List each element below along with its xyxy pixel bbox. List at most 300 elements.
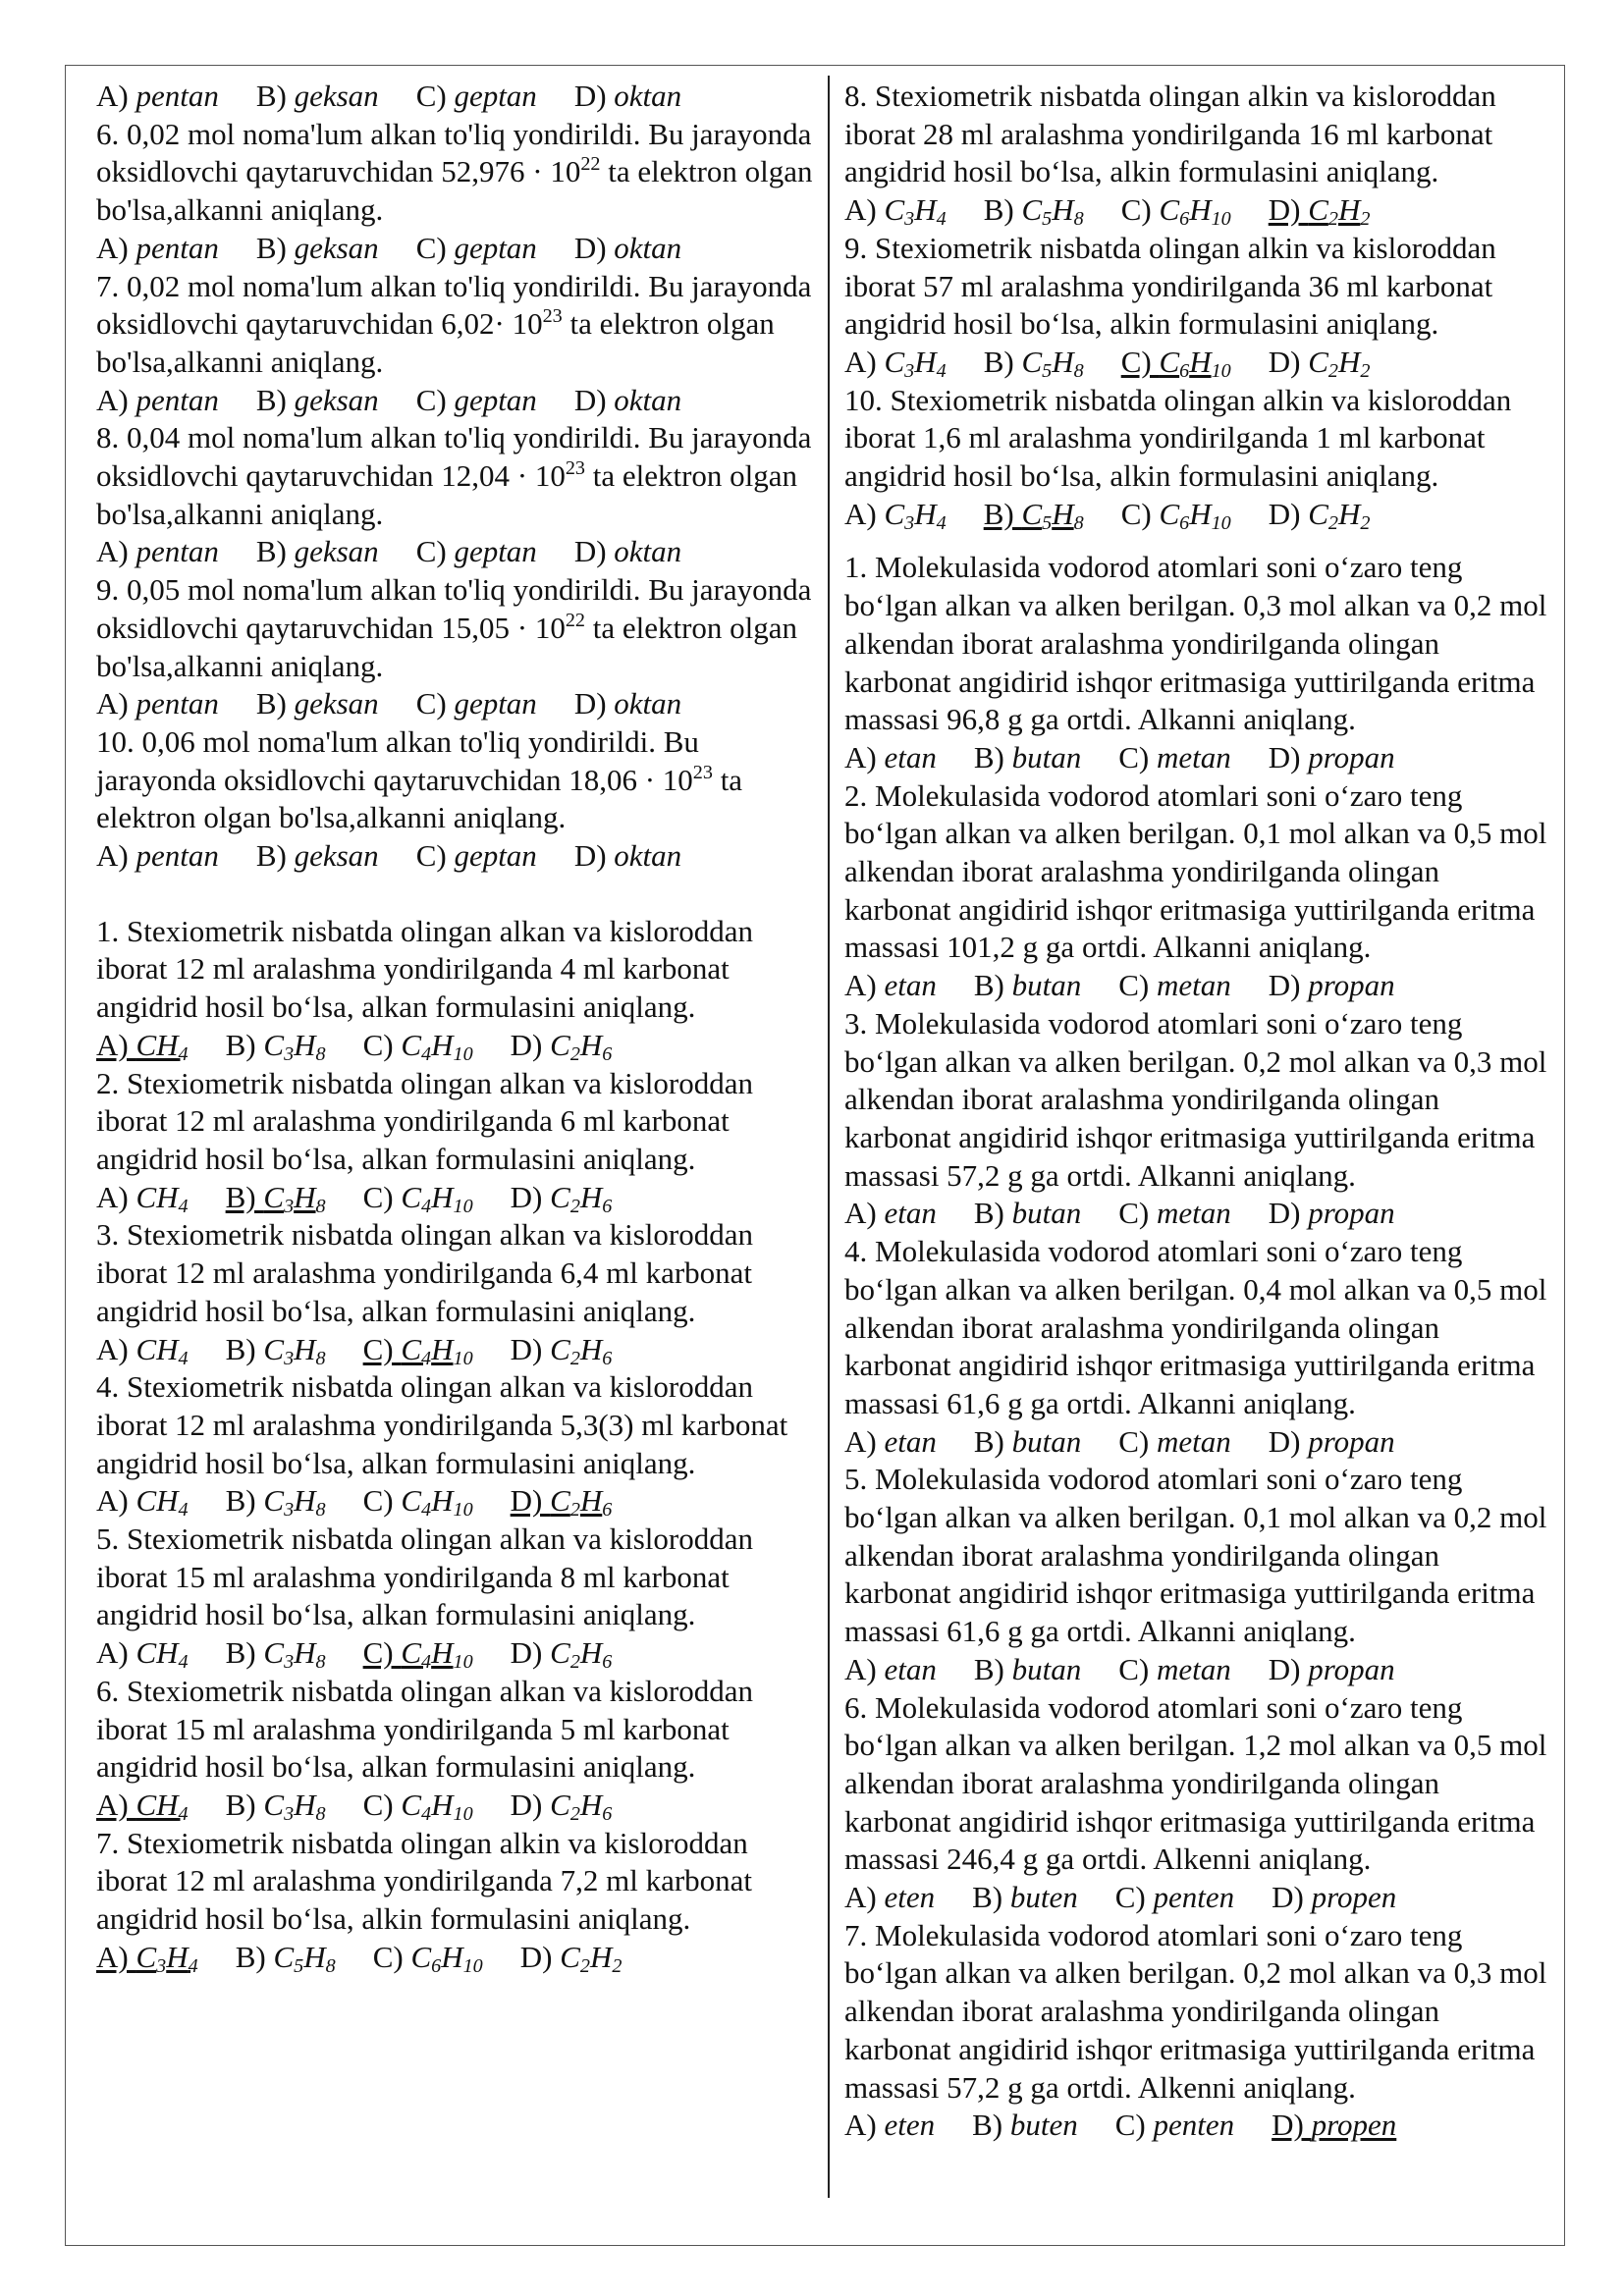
- formula-subscript: 6: [1179, 208, 1190, 231]
- option-value: [410, 1939, 483, 1977]
- answer-option: [984, 496, 1084, 534]
- answer-option: [96, 78, 219, 116]
- option-value: [401, 1635, 473, 1674]
- answer-option: [363, 1179, 473, 1217]
- formula-subscript: 3: [284, 1651, 295, 1674]
- formula-part: oktan: [614, 686, 682, 721]
- formula-subscript: 2: [1360, 359, 1371, 382]
- formula-subscript: 3: [904, 511, 915, 534]
- answer-option: [511, 1634, 613, 1673]
- formula-subscript: 3: [284, 1195, 295, 1217]
- option-value: [1312, 1880, 1397, 1914]
- exponent: 22: [580, 153, 601, 176]
- formula-part: geptan: [454, 534, 537, 569]
- formula-part: geptan: [454, 230, 537, 265]
- formula-part: geptan: [454, 79, 537, 113]
- option-letter: C): [1118, 1423, 1157, 1459]
- formula-part: C: [550, 1787, 570, 1822]
- answer-option: [96, 685, 219, 723]
- formula-subscript: 4: [421, 1195, 432, 1217]
- answer-option: [1272, 2107, 1396, 2145]
- formula-part: CH: [135, 1635, 179, 1671]
- option-value: [263, 1179, 326, 1217]
- question-text-part: 7. 0,02 mol noma'lum alkan to'liq yondirildi. Bu jarayonda oksidlovchi qaytaruvchidan 6,02· 10: [96, 268, 812, 342]
- question-text: [96, 723, 823, 837]
- formula-part: metan: [1156, 1196, 1231, 1231]
- formula-subscript: 2: [612, 1954, 623, 1977]
- formula-subscript: 4: [178, 1195, 189, 1217]
- option-value: [884, 1196, 936, 1230]
- formula-subscript: 6: [1179, 359, 1190, 382]
- formula-subscript: 2: [1360, 511, 1371, 534]
- option-value: [550, 1483, 613, 1522]
- option-letter: C): [415, 79, 455, 113]
- formula-part: propen: [1311, 2108, 1397, 2143]
- option-value: [614, 79, 681, 113]
- options-row: [844, 1423, 1553, 1462]
- answer-option: [96, 1027, 189, 1065]
- formula-subscript: 6: [1179, 511, 1190, 534]
- formula-part: C: [135, 1939, 157, 1974]
- formula-subscript: 10: [453, 1347, 473, 1369]
- answer-option: [574, 78, 681, 116]
- option-value: [263, 1331, 326, 1369]
- option-value: [614, 534, 681, 568]
- answer-option: [96, 230, 219, 268]
- answer-option: [416, 533, 537, 571]
- formula-part: propan: [1308, 1196, 1395, 1231]
- option-letter: B): [973, 1651, 1012, 1686]
- answer-option: [1269, 1423, 1395, 1462]
- question: [96, 571, 823, 723]
- formula-subscript: 2: [1327, 208, 1338, 231]
- question-text-part: ta elektron olgan bo'lsa,alkanni aniqlang.: [96, 306, 775, 379]
- option-letter: C): [1114, 2108, 1154, 2143]
- formula-subscript: 4: [178, 1499, 189, 1522]
- question: [96, 1673, 823, 1825]
- option-letter: B): [255, 838, 295, 874]
- option-value: [135, 1331, 189, 1369]
- formula-part: H: [294, 1027, 316, 1062]
- option-letter: D): [510, 1787, 551, 1822]
- formula-subscript: 4: [178, 1802, 189, 1825]
- answer-option: [1115, 1879, 1234, 1917]
- formula-subscript: 6: [602, 1651, 613, 1674]
- formula-subscript: 4: [936, 511, 947, 534]
- option-letter: C): [362, 1635, 402, 1671]
- formula-part: C: [263, 1179, 285, 1214]
- option-value: [1021, 344, 1084, 382]
- options-row: [96, 533, 823, 571]
- option-value: [135, 383, 218, 417]
- formula-part: geksan: [294, 79, 379, 113]
- question: [844, 1461, 1553, 1688]
- answer-option: [1269, 344, 1371, 382]
- formula-part: geksan: [294, 382, 379, 417]
- formula-part: H: [294, 1787, 316, 1822]
- formula-part: butan: [1011, 1196, 1082, 1231]
- formula-part: H: [294, 1179, 316, 1214]
- formula-subscript: 3: [904, 359, 915, 382]
- formula-subscript: 4: [936, 359, 947, 382]
- formula-part: etan: [884, 1651, 937, 1686]
- answer-option: [1269, 1195, 1395, 1233]
- formula-subscript: 6: [602, 1042, 613, 1065]
- formula-subscript: 3: [156, 1954, 167, 1977]
- question-text-part: 10. 0,06 mol noma'lum alkan to'liq yondirildi. Bu jarayonda oksidlovchi qaytaruvchidan 18,06 · 10: [96, 723, 699, 797]
- option-value: [1157, 968, 1231, 1002]
- option-value: [135, 1027, 189, 1065]
- question-text: 3. Molekulasida vodorod atomlari soni o‘zaro teng bo‘lgan alkan va alken berilgan. 0,2 mol alkan va 0,3 mol alkendan iborat aralashma yondirilganda olingan karbonat angidirid ishqor eritmasiga yuttirilganda eritma massasi 57,2 g ga ortdi. Alkanni aniqlang.: [844, 1005, 1547, 1193]
- question-text: 6. Stexiometrik nisbatda olingan alkan va kisloroddan iborat 15 ml aralashma yondirilganda 5 ml karbonat angidrid hosil bo‘lsa, alkan formulasini aniqlang.: [96, 1673, 753, 1785]
- question: [844, 382, 1553, 534]
- formula-part: C: [1308, 496, 1328, 531]
- formula-part: C: [1159, 496, 1180, 531]
- answer-option: [363, 1634, 473, 1673]
- answer-option: [226, 1331, 326, 1369]
- option-value: [1157, 1196, 1231, 1230]
- formula-part: geksan: [294, 686, 379, 721]
- options-row: [96, 1027, 823, 1065]
- answer-option: [844, 2107, 935, 2145]
- formula-part: H: [431, 1787, 454, 1822]
- option-letter: D): [510, 1331, 551, 1366]
- option-value: [295, 79, 379, 113]
- option-value: [1010, 1880, 1078, 1914]
- question: [96, 1216, 823, 1368]
- option-letter: D): [573, 79, 615, 113]
- option-letter: D): [510, 1027, 551, 1062]
- option-letter: C): [1114, 1880, 1154, 1915]
- option-value: [135, 1179, 189, 1217]
- formula-subscript: 3: [284, 1499, 295, 1522]
- formula-subscript: 10: [453, 1651, 473, 1674]
- answer-option: [416, 78, 537, 116]
- formula-subscript: 2: [569, 1802, 580, 1825]
- formula-part: C: [1021, 192, 1043, 228]
- answer-option: [574, 685, 681, 723]
- question: [96, 268, 823, 420]
- option-value: [1308, 968, 1394, 1002]
- option-letter: A): [844, 344, 885, 379]
- formula-subscript: 8: [1073, 208, 1084, 231]
- options-row: [844, 2107, 1553, 2145]
- option-letter: D): [510, 1635, 551, 1671]
- answer-option: [96, 1634, 189, 1673]
- option-value: [550, 1331, 613, 1369]
- formula-part: etan: [884, 968, 937, 1003]
- option-letter: D): [1268, 192, 1309, 228]
- formula-part: propen: [1311, 1880, 1397, 1915]
- formula-subscript: 2: [1327, 359, 1338, 382]
- formula-part: H: [914, 496, 937, 531]
- answer-option: [574, 230, 681, 268]
- formula-subscript: 2: [569, 1499, 580, 1522]
- answer-option: [844, 496, 947, 534]
- option-letter: D): [573, 686, 615, 721]
- option-letter: A): [96, 1331, 136, 1366]
- question: [844, 230, 1553, 382]
- question-text-part: ta elektron olgan bo'lsa,alkanni aniqlang.: [96, 458, 798, 531]
- formula-subscript: 2: [579, 1954, 590, 1977]
- option-value: [550, 1787, 613, 1825]
- answer-option: [363, 1482, 473, 1521]
- formula-part: oktan: [614, 534, 682, 569]
- option-value: [135, 838, 218, 873]
- formula-part: H: [1337, 496, 1361, 531]
- option-letter: D): [573, 838, 615, 874]
- option-letter: B): [225, 1635, 264, 1671]
- answer-option: [363, 1027, 473, 1065]
- formula-part: H: [579, 1787, 603, 1822]
- formula-part: pentan: [135, 230, 219, 265]
- formula-part: H: [166, 1939, 189, 1974]
- option-letter: D): [519, 1939, 561, 1974]
- option-letter: B): [235, 1939, 274, 1974]
- answer-option: [1121, 344, 1231, 382]
- formula-part: C: [550, 1027, 570, 1062]
- question: [96, 913, 823, 1065]
- answer-option: [416, 837, 537, 876]
- option-value: [884, 968, 936, 1002]
- option-letter: B): [973, 1196, 1012, 1231]
- formula-subscript: 2: [569, 1651, 580, 1674]
- option-letter: B): [983, 344, 1022, 379]
- formula-subscript: 8: [1073, 359, 1084, 382]
- question: [96, 1825, 823, 1977]
- question-text-part: 6. 0,02 mol noma'lum alkan to'liq yondirildi. Bu jarayonda oksidlovchi qaytaruvchidan 52,976 · 10: [96, 116, 812, 189]
- question-text: 7. Molekulasida vodorod atomlari soni o‘zaro teng bo‘lgan alkan va alken berilgan. 0,2 mol alkan va 0,3 mol alkendan iborat aralashma yondirilganda olingan karbonat angidirid ishqor eritmasiga yuttirilganda eritma massasi 57,2 g ga ortdi. Alkenni aniqlang.: [844, 1917, 1547, 2105]
- option-letter: D): [1268, 1196, 1309, 1231]
- answer-option: [256, 78, 379, 116]
- formula-part: C: [263, 1483, 285, 1519]
- formula-subscript: 10: [453, 1195, 473, 1217]
- question-text-part: ta elektron olgan bo'lsa,alkanni aniqlang.: [96, 610, 798, 683]
- formula-part: C: [550, 1179, 570, 1214]
- option-letter: A): [96, 1939, 136, 1974]
- question: [96, 1065, 823, 1217]
- formula-subscript: 2: [1360, 208, 1371, 231]
- formula-part: metan: [1156, 968, 1231, 1003]
- answer-option: [256, 837, 379, 876]
- option-letter: A): [844, 968, 885, 1003]
- formula-part: H: [579, 1179, 603, 1214]
- option-letter: A): [844, 1651, 885, 1686]
- option-letter: D): [510, 1483, 551, 1519]
- option-letter: C): [362, 1179, 402, 1214]
- formula-subscript: 3: [284, 1802, 295, 1825]
- option-letter: A): [96, 79, 136, 113]
- formula-part: buten: [1009, 1880, 1078, 1915]
- option-letter: A): [96, 1635, 136, 1671]
- option-letter: A): [96, 382, 136, 417]
- answer-option: [226, 1027, 326, 1065]
- formula-part: C: [263, 1331, 285, 1366]
- option-value: [263, 1787, 326, 1825]
- option-letter: C): [415, 230, 455, 265]
- option-letter: B): [225, 1483, 264, 1519]
- formula-part: H: [914, 192, 937, 228]
- option-value: [884, 2108, 935, 2142]
- answer-option: [236, 1939, 336, 1977]
- options-row: [96, 1939, 823, 1977]
- formula-part: H: [1189, 344, 1212, 379]
- answer-option: [520, 1939, 623, 1977]
- section-gap: [844, 533, 1553, 549]
- question: [844, 1689, 1553, 1917]
- option-letter: B): [225, 1331, 264, 1366]
- formula-subscript: 4: [188, 1954, 198, 1977]
- option-value: [295, 231, 379, 265]
- formula-part: CH: [135, 1483, 179, 1519]
- option-value: [1157, 1424, 1231, 1459]
- formula-subscript: 4: [936, 208, 947, 231]
- question: [844, 1233, 1553, 1461]
- question-text: 9. Stexiometrik nisbatda olingan alkin va kisloroddan iborat 57 ml aralashma yondirilganda 36 ml karbonat angidrid hosil bo‘lsa, alkin formulasini aniqlang.: [844, 230, 1496, 342]
- answer-option: [1118, 967, 1231, 1005]
- option-value: [884, 1424, 936, 1459]
- answer-option: [1269, 496, 1371, 534]
- options-row: [844, 1651, 1553, 1689]
- answer-option: [844, 344, 947, 382]
- answer-option: [256, 533, 379, 571]
- formula-part: H: [1052, 496, 1074, 531]
- option-letter: C): [362, 1027, 402, 1062]
- option-value: [1157, 740, 1231, 774]
- option-value: [454, 383, 536, 417]
- option-letter: C): [1118, 1196, 1157, 1231]
- formula-part: H: [1189, 192, 1212, 228]
- option-value: [454, 231, 536, 265]
- option-letter: A): [844, 192, 885, 228]
- formula-part: etan: [884, 739, 937, 774]
- question-text: 2. Molekulasida vodorod atomlari soni o‘zaro teng bo‘lgan alkan va alken berilgan. 0,1 mol alkan va 0,5 mol alkendan iborat aralashma yondirilganda olingan karbonat angidirid ishqor eritmasiga yuttirilganda eritma massasi 101,2 g ga ortdi. Alkanni aniqlang.: [844, 777, 1547, 965]
- formula-part: CH: [135, 1027, 179, 1062]
- option-value: [884, 496, 947, 534]
- option-value: [560, 1939, 623, 1977]
- option-letter: D): [1272, 1880, 1312, 1915]
- option-letter: D): [1268, 496, 1309, 531]
- formula-part: geptan: [454, 686, 537, 721]
- options-row: [96, 1179, 823, 1217]
- options-row: [96, 1482, 823, 1521]
- option-letter: C): [1118, 968, 1157, 1003]
- formula-subscript: 6: [602, 1802, 613, 1825]
- formula-part: H: [431, 1179, 454, 1214]
- option-value: [614, 686, 681, 721]
- answer-option: [974, 967, 1081, 1005]
- answer-option: [972, 1879, 1078, 1917]
- formula-part: C: [1308, 192, 1328, 228]
- options-row: [844, 344, 1553, 382]
- formula-part: CH: [135, 1787, 179, 1822]
- option-letter: B): [983, 496, 1022, 531]
- formula-subscript: 10: [453, 1802, 473, 1825]
- answer-option: [511, 1482, 613, 1521]
- formula-part: H: [1337, 192, 1361, 228]
- answer-option: [363, 1787, 473, 1825]
- option-value: [135, 1483, 189, 1522]
- option-value: [135, 1635, 189, 1674]
- option-value: [401, 1027, 473, 1065]
- formula-part: pentan: [135, 534, 219, 569]
- formula-part: H: [303, 1939, 326, 1974]
- formula-part: C: [410, 1939, 432, 1974]
- options-row: [96, 685, 823, 723]
- option-value: [135, 534, 218, 568]
- option-value: [1312, 2108, 1397, 2142]
- formula-part: pentan: [135, 838, 219, 874]
- option-letter: C): [1118, 739, 1157, 774]
- formula-part: H: [579, 1483, 603, 1519]
- answer-option: [574, 837, 681, 876]
- answer-option: [256, 685, 379, 723]
- formula-subscript: 10: [1211, 511, 1231, 534]
- formula-subscript: 10: [453, 1499, 473, 1522]
- option-value: [1308, 192, 1371, 231]
- option-letter: B): [255, 686, 295, 721]
- formula-part: pentan: [135, 686, 219, 721]
- formula-part: H: [1337, 344, 1361, 379]
- formula-part: geksan: [294, 534, 379, 569]
- formula-part: C: [884, 496, 905, 531]
- formula-part: metan: [1156, 1651, 1231, 1686]
- formula-part: C: [263, 1787, 285, 1822]
- answer-option: [844, 1879, 935, 1917]
- answer-option: [96, 382, 219, 420]
- formula-part: C: [401, 1635, 422, 1671]
- formula-part: H: [914, 344, 937, 379]
- answer-option: [844, 191, 947, 230]
- option-value: [295, 838, 379, 873]
- answer-option: [1121, 191, 1231, 230]
- formula-part: H: [589, 1939, 613, 1974]
- formula-part: buten: [1009, 2108, 1078, 2143]
- formula-subscript: 6: [602, 1195, 613, 1217]
- formula-part: pentan: [135, 79, 219, 113]
- option-value: [401, 1483, 473, 1522]
- option-value: [135, 1939, 198, 1977]
- options-row: [96, 1787, 823, 1825]
- question: [96, 723, 823, 876]
- question: [844, 78, 1553, 230]
- question-text: 1. Molekulasida vodorod atomlari soni o‘zaro teng bo‘lgan alkan va alken berilgan. 0,3 mol alkan va 0,2 mol alkendan iborat aralashma yondirilganda olingan karbonat angidirid ishqor eritmasiga yuttirilganda eritma massasi 96,8 g ga ortdi. Alkanni aniqlang.: [844, 550, 1547, 737]
- option-letter: A): [96, 1179, 136, 1214]
- options-row: [844, 1195, 1553, 1233]
- options-row: [96, 837, 823, 876]
- formula-part: etan: [884, 1196, 937, 1231]
- answer-option: [96, 1482, 189, 1521]
- exponent: 23: [565, 457, 585, 480]
- answer-option: [96, 1179, 189, 1217]
- formula-subscript: 5: [1042, 359, 1053, 382]
- option-value: [1308, 496, 1371, 534]
- formula-part: H: [1052, 192, 1074, 228]
- option-value: [1012, 740, 1082, 774]
- option-value: [614, 838, 681, 873]
- formula-part: C: [1308, 344, 1328, 379]
- option-value: [1157, 1652, 1231, 1686]
- option-letter: C): [1120, 192, 1160, 228]
- formula-part: eten: [884, 1880, 936, 1915]
- answer-option: [416, 382, 537, 420]
- answer-option: [844, 1423, 937, 1462]
- formula-part: propan: [1308, 1651, 1395, 1686]
- formula-subscript: 4: [421, 1651, 432, 1674]
- option-letter: D): [1272, 2108, 1312, 2143]
- option-letter: B): [225, 1179, 264, 1214]
- options-row: [96, 230, 823, 268]
